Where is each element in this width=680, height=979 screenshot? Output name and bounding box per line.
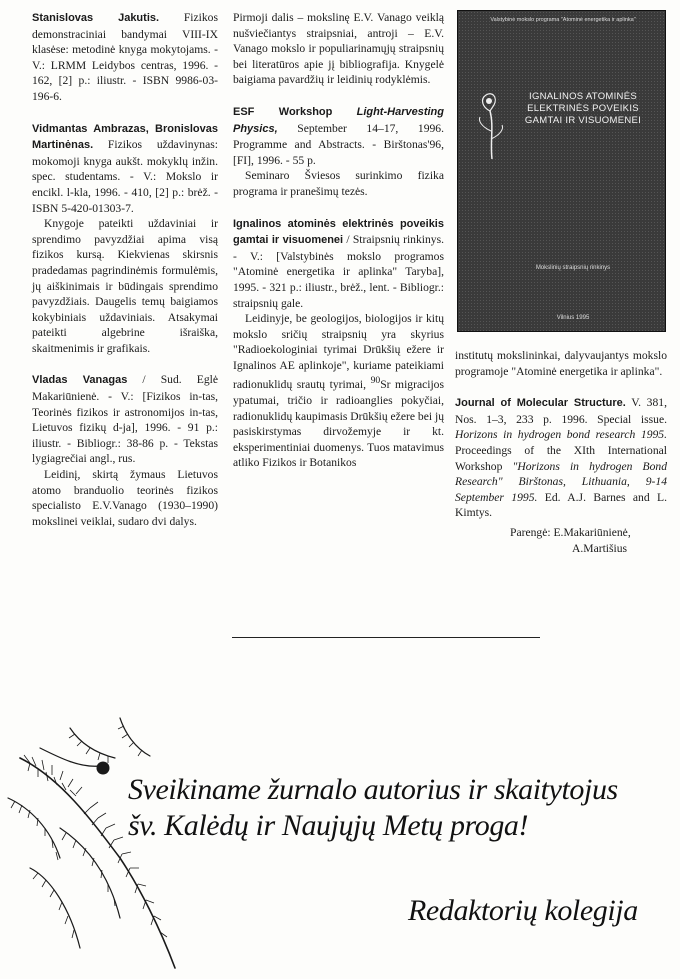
prepared-by-name: A.Martišius — [572, 541, 628, 555]
superscript: 90 — [370, 375, 381, 387]
entry-text: / Sud. Eglė Makariūnienė. - V.: [Fizikos in-tas, Teorinės fizikos ir astronomijos in-tas, Lietuvos fizikų d-ja], 1996. - 91 p.: iliustr. - Bibliogr.: 38-86 p. - Tekstas lygiagrečiai angl., rus. — [32, 373, 218, 466]
entry-text: Fizikos demonstraciniai bandymai VIII-IX klasėse: metodinė knyga mokytojams. - V.: LRMM Leidybos centras, 1996. - 162, [2] p.: iliustr. - ISBN 9986-03-196-6. — [32, 11, 218, 103]
book-cover-image — [457, 10, 666, 332]
entry-title: ESF Workshop — [233, 105, 333, 118]
holiday-greeting — [128, 772, 668, 844]
entry-ignalina — [233, 216, 444, 471]
entry-ignalina-continued — [455, 348, 667, 379]
entry-esf-workshop — [233, 104, 444, 200]
entry-vanagas-continued — [233, 10, 444, 88]
editorial-board-signature: Redaktorių kolegija — [408, 894, 638, 927]
entry-text: September 14–17, 1996. Programme and Abstracts. - Birštonas'96, [FI], 1996. - 55 p. — [233, 121, 444, 167]
entry-text: / Straipsnių rinkinys. - V.: [Valstybinės mokslo programos "Atominė energetika ir aplinka" Taryba], 1995. - 321 p.: iliustr., brėž., lent. - Bibliogr.: straipsnių gale. — [233, 233, 444, 310]
entry-author: Stanislovas Jakutis. — [32, 12, 160, 24]
prepared-by — [455, 525, 667, 556]
entry-author: Vidmantas Ambrazas, Bronislovas Martinėnas. — [32, 122, 218, 152]
entry-description: Pirmoji dalis – mokslinę E.V. Vanago veiklą nušviečiantys straipsniai, antroji – E.V. Vanago mokslo ir populiarinamųjų straipsnių bei literatūros apie jį bibliografija. Knygelė baigiama pavardžių ir leidinių rodyklėmis. — [233, 11, 444, 87]
flower-icon — [472, 81, 512, 161]
entry-description: Leidinį, skirtą žymaus Lietuvos atomo branduolio teorinės fizikos specialisto E.V.Vanago (1930–1990) mokslinei veiklai, sudaro dvi dalys. — [32, 468, 218, 528]
cover-title: IGNALINOS ATOMINĖS ELEKTRINĖS POVEIKIS GAMTAI IR VISUOMENEI — [524, 91, 642, 126]
entry-description: institutų mokslininkai, dalyvaujantys mokslo programoje "Atominė energetika ir aplinka". — [455, 349, 667, 378]
greeting-line-1: Sveikiname žurnalo autorius ir skaitytojus — [128, 773, 618, 806]
section-divider — [232, 637, 540, 638]
entry-description: Knygoje pateikti uždaviniai ir sprendimo pavyzdžiai apima visą fizikos kursą. Kiekvienas skirsnis pradedamas pagrindinėmis formulėmis, jų aiškinimais ir būdingais sprendimo pavyzdžiais. Daugelis temų baigiamos kokybiniais uždaviniais. Atsakymai pateikti algebrine išraiška, skaitmenimis ir grafikais. — [32, 217, 218, 355]
entry-jakutis — [32, 10, 218, 105]
cover-top-text: Valstybinė mokslo programa "Atominė energetika ir aplinka" — [490, 17, 636, 23]
entry-text: V. 381, Nos. 1–3, 233 p. 1996. Special issue. — [455, 396, 667, 426]
entry-author: Vladas Vanagas — [32, 374, 128, 387]
cover-subtitle: Mokslinių straipsnių rinkinys — [535, 265, 611, 271]
cover-publisher: Vilnius 1995 — [556, 315, 590, 321]
berry-icon — [97, 762, 110, 775]
entry-description: Seminaro Šviesos surinkimo fizika programa ir pranešimų tezės. — [233, 169, 444, 198]
greeting-line-2: šv. Kalėdų ir Naujųjų Metų proga! — [128, 809, 529, 842]
entry-text: Ed. A.J. Barnes and L. Kimtys. — [455, 490, 668, 520]
entry-description: Leidinyje, be geologijos, biologijos ir kitų mokslo sričių straipsnių yra skyrius "Radioekologiniai tyrimai Drūkšių ežere ir Ignalinos AE aplinkoje", kuriame pateikiami radionuklidų srautų tyrimai, — [233, 312, 444, 392]
entry-title: Ignalinos atominės elektrinės poveikis gamtai ir visuomenei — [233, 217, 444, 247]
column-middle — [233, 10, 444, 487]
column-left — [32, 10, 218, 545]
column-right — [455, 348, 667, 556]
entry-vanagas — [32, 372, 218, 529]
entry-title-italic: Light-Harvesting Physics, — [233, 105, 444, 135]
prepared-by-name: E.Makariūnienė, — [553, 525, 631, 539]
entry-description-cont: Sr migracijos ypatumai, tričio ir radioanglies pokyčiai, radionuklidų kaupimasis Drūkšių ežere bei jų pasiskirstymas dirvožemyje ir kt. eksperimentiniai duomenys. Tuos matavimus atliko Fizikos ir Botanikos — [233, 378, 444, 470]
entry-text: Proceedings of the XIth International Workshop — [455, 443, 667, 473]
entry-journal-molecular-structure — [455, 395, 667, 521]
entry-italic: Horizons in hydrogen bond research 1995. — [455, 428, 667, 442]
prepared-by-label: Parengė: — [510, 525, 551, 539]
entry-text: Fizikos uždavinynas: mokomoji knyga aukšt. mokyklų inžin. spec. studentams. - V.: Mokslo ir encikl. l-kla, 1996. - 410, [2] p.: brėž. - ISBN 5-420-01303-7. — [32, 138, 218, 215]
entry-title: Journal of Molecular Structure. — [455, 397, 626, 410]
entry-italic: "Horizons in hydrogen Bond Research" Birštonas, Lithuania, 9-14 September 1995. — [455, 459, 667, 504]
entry-ambrazas — [32, 121, 218, 357]
